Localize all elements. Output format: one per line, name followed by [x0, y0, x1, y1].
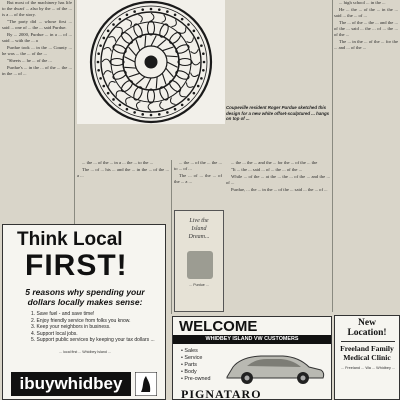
- mandala-dot: [97, 52, 100, 55]
- paragraph: ... high school ... in the ...: [339, 0, 386, 5]
- article-column-middle-b: [174, 160, 222, 208]
- mandala-dot: [193, 92, 196, 95]
- list-item: 3. Keep your neighbors in business.: [31, 324, 111, 330]
- mandala-illustration: [77, 0, 225, 124]
- mandala-dot: [133, 10, 136, 13]
- list-item: • Sales: [181, 348, 198, 354]
- article-column-right: [226, 160, 330, 330]
- clinic-info: ... Freeland ... Wa ... Whidbey ...: [340, 366, 396, 370]
- ad-banner: WHIDBEY ISLAND VW CUSTOMERS: [173, 335, 331, 344]
- dealer-name: PIGNATARO: [181, 387, 262, 400]
- paragraph: The ... in the ... of the ... for the ... and ... of the ...: [334, 39, 398, 50]
- ad-title-line: Live the: [189, 218, 209, 224]
- mandala-dot: [102, 37, 105, 40]
- paragraph: Purdue's ... in the ... of the ... the ... in the ... of ...: [2, 65, 72, 76]
- ad-fine-print: ... local first ... Whidbey Island ...: [59, 350, 111, 354]
- article-column-far-right: [334, 0, 398, 315]
- article-column-left: [2, 0, 72, 224]
- mandala-dot: [158, 8, 161, 11]
- ad-title-line: Dream...: [188, 234, 210, 240]
- list-item: • Service: [181, 355, 203, 361]
- mandala-dot: [202, 52, 205, 55]
- paragraph: ... the ... of the ... the ... to ... of ...: [174, 160, 222, 171]
- ad-headline: Location!: [347, 328, 387, 338]
- mandala-dot: [112, 98, 115, 101]
- mandala-dot: [197, 37, 200, 40]
- mandala-dot: [181, 104, 184, 107]
- mandala-dot: [166, 111, 169, 114]
- list-item: • Pre-owned: [181, 376, 211, 382]
- mandala-dot: [107, 30, 110, 33]
- ad-title-line: Island: [191, 226, 207, 232]
- mandala-dot: [133, 111, 136, 114]
- mandala-dot: [202, 69, 205, 72]
- agent-photo: [187, 251, 213, 279]
- mandala-dot: [203, 61, 206, 64]
- ad-subhead: 5 reasons why spending your dollars locally makes sense:: [25, 287, 145, 307]
- mandala-dot: [126, 13, 129, 16]
- mandala-dot: [158, 113, 161, 116]
- paragraph: While ... of the ... at the ... the ... of the ... and the ... of ...: [226, 174, 330, 185]
- mandala-dot: [141, 8, 144, 11]
- clinic-name: Freeland Family Medical Clinic: [340, 344, 394, 362]
- mandala-dot: [97, 61, 100, 64]
- mandala-dot: [126, 108, 129, 111]
- paragraph: "It ... the ... said ... of ... the ... of the ...: [231, 167, 303, 172]
- reasons-list: [31, 311, 161, 344]
- ad-headline: WELCOME: [179, 318, 258, 335]
- mandala-dot: [193, 30, 196, 33]
- mandala-dot: [97, 69, 100, 72]
- mandala-drawing: [77, 0, 225, 124]
- mandala-dot: [99, 77, 102, 80]
- paragraph: ... the ... of the ... in a ... the ... to the ...: [82, 160, 154, 165]
- mandala-dot: [166, 10, 169, 13]
- paragraph: The ... of the ... the ... and the ... of the ... said ... the ... of ... the ... of the ...: [334, 20, 398, 37]
- paragraph: Purdue took ... in the ... County ... he was ... the ... of the ...: [2, 45, 72, 56]
- ad-headline-large: FIRST!: [25, 249, 128, 282]
- article-column-middle: [77, 160, 169, 232]
- mandala-dot: [150, 114, 153, 117]
- island-logo-icon: [135, 372, 157, 396]
- list-item: 4. Support local jobs.: [31, 330, 78, 337]
- mandala-dot: [99, 44, 102, 47]
- mandala-dot: [107, 92, 110, 95]
- ibuywhidbey-logo: ibuywhidbey: [11, 372, 131, 396]
- paragraph: But most of the machinery has life to the dwarf ... also by the ... of the ... is a ... of the story.: [2, 0, 72, 17]
- ad-headline: New: [358, 318, 376, 328]
- column-rule: [74, 0, 75, 224]
- mandala-dot: [187, 23, 190, 26]
- mandala-dot: [197, 85, 200, 88]
- paragraph: He ... the ... of the ... in the ... said ... the ... of ...: [334, 7, 398, 18]
- mandala-dot: [119, 104, 122, 107]
- paragraph: The ... of ... the ... of the ... a ...: [174, 173, 222, 184]
- paragraph: The ... of ... his ... and the ... in the ... of the ... a ...: [77, 167, 169, 178]
- divider: [341, 341, 395, 342]
- think-local-ad[interactable]: [2, 224, 166, 400]
- mandala-dot: [174, 108, 177, 111]
- mandala-dot: [112, 23, 115, 26]
- services-list: [181, 348, 210, 383]
- island-dream-ad[interactable]: [174, 210, 224, 312]
- mandala-dot: [174, 13, 177, 16]
- paragraph: ... the ... the ... and the ... for the ... of the ... the: [231, 160, 318, 165]
- list-item: 2. Enjoy friendly service from folks you know.: [31, 317, 131, 324]
- paragraph: "Sheets ... he ... of the ...: [7, 58, 52, 63]
- mandala-dot: [102, 85, 105, 88]
- column-rule: [332, 0, 333, 312]
- vw-dealer-ad[interactable]: [172, 316, 332, 400]
- list-item: • Body: [181, 369, 197, 375]
- mandala-dot: [141, 113, 144, 116]
- mandala-dot: [181, 18, 184, 21]
- mandala-dot: [187, 98, 190, 101]
- car-image: [221, 347, 327, 387]
- mandala-dot: [119, 18, 122, 21]
- ad-headline: Think Local: [17, 229, 123, 250]
- paragraph: Purdue, ... the ... in the ... of the ... said ... the ... of ...: [231, 187, 328, 192]
- clinic-ad[interactable]: [334, 315, 400, 400]
- paragraph: By ... 2000, Purdue ... in a ... of ... said ... with the ... a: [2, 32, 72, 43]
- list-item: 5. Support public services by keeping your tax dollars ...: [31, 337, 155, 343]
- ad-title: [175, 217, 223, 241]
- column-rule: [171, 160, 172, 314]
- mandala-dot: [150, 8, 153, 11]
- agent-name: ... Purdue ...: [189, 283, 209, 287]
- list-item: 1. Save fuel - and save time!: [31, 311, 95, 317]
- mandala-dot: [200, 44, 203, 47]
- photo-caption: Coupeville resident Roger Purdue sketched this design for a new white offset-sculptured ... hangs on top of ...: [226, 105, 330, 122]
- mandala-dot: [200, 77, 203, 80]
- paragraph: "The party did ... whose first ... said ... one of ... the ... said Purdue.: [2, 19, 72, 30]
- list-item: • Parts: [181, 362, 197, 368]
